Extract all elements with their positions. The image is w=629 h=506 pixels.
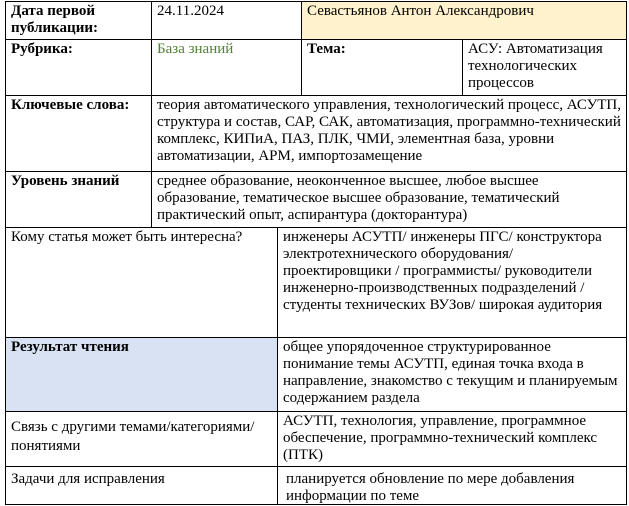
keywords-label: Ключевые слова:	[11, 97, 130, 113]
topic-value-cell	[462, 39, 627, 96]
author-name: Севастьянов Антон Александрович	[307, 3, 534, 19]
keywords-value: теория автоматического управления, технологический процесс, АСУТП, структура и состав, САР, САК, автоматизация, программно-технический комплекс, КИПиА, ПАЗ, ПЛК, ЧМИ, элементная база, уровни автоматизации, АРМ, импортозамещение	[157, 97, 622, 164]
knowledge-level-value: среднее образование, неоконченное высшее, любое высшее образование, тематическое высшее образование, тематический практический опыт, аспирантура (докторантура)	[157, 173, 560, 223]
relations-label: Связь с другими темами/категориями/понятиями	[11, 419, 255, 454]
tasks-value: планируется обновление по мере добавления информации по теме	[286, 471, 575, 504]
audience-label: Кому статья может быть интересна?	[11, 229, 243, 245]
keywords-label-cell	[5, 95, 152, 172]
reading-result-value: общее упорядоченное структурированное понимание темы АСУТП, единая точка входа в направление, знакомство с текущим и планируемым содержанием раздела	[283, 339, 618, 406]
rubric-value-cell	[151, 39, 302, 96]
reading-result-label: Результат чтения	[11, 339, 129, 355]
rubric-value: База знаний	[157, 41, 234, 57]
relations-label-cell	[5, 411, 278, 467]
date-value-cell	[151, 1, 302, 40]
rubric-label: Рубрика:	[11, 41, 73, 57]
rubric-label-cell	[5, 39, 152, 96]
date-label: Дата первой публикации:	[11, 3, 98, 36]
audience-label-cell	[5, 227, 278, 338]
tasks-label: Задачи для исправления	[11, 471, 165, 487]
relations-value: АСУТП, технология, управление, программное обеспечение, программно-технический комплекс (ПТК)	[283, 413, 598, 463]
date-label-cell	[5, 1, 152, 40]
audience-value: инженеры АСУТП/ инженеры ПГС/ конструктора электротехнического оборудования/ проектировщики / программисты/ руководители инженерно-производственных подразделений / студенты технических ВУЗов/ широкая аудитория	[283, 229, 603, 313]
relations-value-cell	[277, 411, 627, 467]
audience-value-cell	[277, 227, 627, 338]
knowledge-level-label-cell	[5, 171, 152, 228]
knowledge-level-label: Уровень знаний	[11, 173, 120, 189]
reading-result-value-cell	[277, 337, 627, 412]
author-cell	[301, 1, 627, 40]
topic-label-cell	[301, 39, 463, 96]
tasks-value-cell	[277, 466, 627, 505]
reading-result-label-cell	[5, 337, 278, 412]
topic-label: Тема:	[307, 41, 346, 57]
keywords-value-cell	[151, 95, 627, 172]
tasks-label-cell	[5, 466, 278, 505]
date-value: 24.11.2024	[157, 3, 224, 19]
topic-value: АСУ: Автоматизация технологических процессов	[468, 41, 603, 91]
knowledge-level-value-cell	[151, 171, 627, 228]
